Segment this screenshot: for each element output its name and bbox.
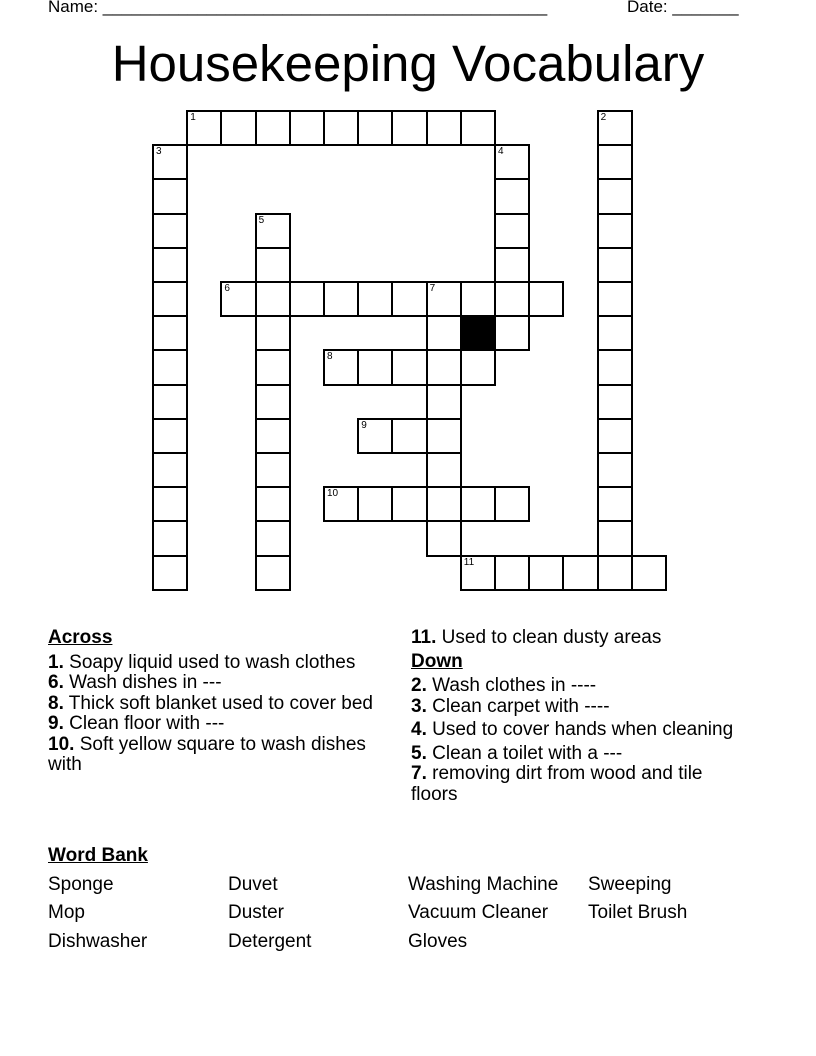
crossword-cell[interactable] — [597, 281, 633, 317]
clue-number: 3. — [411, 695, 427, 717]
crossword-cell[interactable] — [391, 110, 427, 146]
crossword-cell[interactable] — [597, 213, 633, 249]
crossword-cell[interactable] — [152, 384, 188, 420]
crossword-cell[interactable] — [255, 384, 291, 420]
crossword-cell[interactable] — [562, 555, 598, 591]
crossword-cell[interactable] — [323, 486, 359, 522]
clue-down-2 — [411, 676, 751, 697]
down-heading: Down — [411, 650, 463, 672]
crossword-cell[interactable] — [426, 520, 462, 556]
word-bank-item: Gloves — [408, 931, 468, 952]
clue-down-3 — [411, 697, 751, 718]
crossword-cell[interactable] — [357, 418, 393, 454]
crossword-cell[interactable] — [426, 418, 462, 454]
crossword-cell[interactable] — [494, 486, 530, 522]
clue-across-9 — [48, 714, 378, 735]
crossword-cell[interactable] — [255, 520, 291, 556]
crossword-cell[interactable] — [631, 555, 667, 591]
clue-number: 7. — [411, 763, 427, 784]
clue-text: Used to cover hands when cleaning — [432, 719, 734, 740]
crossword-cell[interactable] — [152, 144, 188, 180]
crossword-cell[interactable] — [323, 281, 359, 317]
clues-across-column — [48, 628, 378, 776]
crossword-cell[interactable] — [152, 555, 188, 591]
crossword-cell[interactable] — [152, 452, 188, 488]
black-cell — [460, 315, 496, 351]
crossword-cell[interactable] — [597, 315, 633, 351]
clues-down-column — [411, 628, 751, 805]
clue-text: Wash clothes in ---- — [432, 675, 597, 696]
date-field[interactable]: Date: _______ — [627, 0, 739, 16]
crossword-cell[interactable] — [597, 247, 633, 283]
clue-down-4 — [411, 720, 751, 741]
crossword-cell[interactable] — [255, 281, 291, 317]
crossword-cell[interactable] — [255, 555, 291, 591]
clue-across-8 — [48, 694, 378, 715]
crossword-cell[interactable] — [357, 349, 393, 385]
crossword-cell[interactable] — [152, 281, 188, 317]
crossword-cell[interactable] — [186, 110, 222, 146]
crossword-cell[interactable] — [597, 555, 633, 591]
clue-text: Clean floor with --- — [69, 713, 225, 734]
cell-number: 8 — [327, 351, 333, 363]
crossword-cell[interactable] — [597, 418, 633, 454]
word-bank-item: Sweeping — [588, 874, 672, 895]
crossword-cell[interactable] — [460, 281, 496, 317]
crossword-cell[interactable] — [357, 486, 393, 522]
word-bank-item: Duster — [228, 902, 284, 923]
word-bank-item: Sponge — [48, 874, 114, 895]
crossword-cell[interactable] — [152, 315, 188, 351]
cell-number: 4 — [498, 146, 504, 158]
clue-text: Thick soft blanket used to cover bed — [68, 692, 373, 714]
crossword-cell[interactable] — [597, 144, 633, 180]
clue-number: 2. — [411, 675, 427, 696]
word-bank-heading: Word Bank — [48, 845, 148, 866]
crossword-cell[interactable] — [255, 110, 291, 146]
clue-down-7 — [411, 764, 751, 805]
clue-number: 6. — [48, 672, 64, 693]
crossword-cell[interactable] — [255, 213, 291, 249]
clue-text: Wash dishes in --- — [69, 672, 222, 693]
crossword-cell[interactable] — [597, 486, 633, 522]
cell-number: 7 — [429, 283, 436, 294]
cell-number: 6 — [224, 283, 230, 294]
crossword-cell[interactable] — [597, 384, 633, 420]
crossword-cell[interactable] — [494, 315, 530, 351]
clue-number: 9. — [48, 713, 64, 734]
crossword-cell[interactable] — [152, 486, 188, 522]
page-title: Housekeeping Vocabulary — [111, 35, 705, 92]
name-field[interactable]: Name: _______________________________________________ — [48, 0, 548, 16]
crossword-cell[interactable] — [289, 281, 325, 317]
clue-text: removing dirt from wood and tile floors — [411, 763, 703, 805]
crossword-cell[interactable] — [220, 110, 256, 146]
crossword-cell[interactable] — [152, 418, 188, 454]
word-bank-item: Toilet Brush — [588, 902, 688, 923]
crossword-cell[interactable] — [152, 349, 188, 385]
cell-number: 5 — [258, 214, 265, 226]
crossword-cell[interactable] — [494, 213, 530, 249]
clue-number: 8. — [48, 692, 64, 714]
clue-text: Clean carpet with ---- — [432, 695, 610, 717]
crossword-cell[interactable] — [494, 555, 530, 591]
clue-across-6 — [48, 673, 378, 694]
clue-text: Soft yellow square to wash dishes with — [48, 733, 366, 775]
crossword-cell[interactable] — [357, 281, 393, 317]
crossword-cell[interactable] — [323, 110, 359, 146]
word-bank-item: Duvet — [228, 874, 278, 895]
crossword-cell[interactable] — [426, 315, 462, 351]
crossword-cell[interactable] — [460, 486, 496, 522]
crossword-cell[interactable] — [528, 281, 564, 317]
crossword-cell[interactable] — [152, 520, 188, 556]
word-bank-item: Detergent — [228, 931, 312, 952]
cell-number: 11 — [463, 556, 475, 568]
crossword-cell[interactable] — [460, 555, 496, 591]
clue-text: Clean a toilet with a --- — [432, 742, 623, 764]
crossword-cell[interactable] — [460, 110, 496, 146]
crossword-cell[interactable] — [255, 349, 291, 385]
crossword-cell[interactable] — [391, 349, 427, 385]
crossword-cell[interactable] — [255, 486, 291, 522]
crossword-cell[interactable] — [255, 247, 291, 283]
clue-down-5 — [411, 744, 751, 765]
crossword-cell[interactable] — [597, 452, 633, 488]
crossword-cell[interactable] — [597, 520, 633, 556]
crossword-cell[interactable] — [289, 110, 325, 146]
crossword-cell[interactable] — [528, 555, 564, 591]
clue-number: 5. — [411, 742, 427, 764]
word-bank-item: Washing Machine — [408, 874, 559, 895]
clue-across-11 — [411, 628, 751, 649]
clue-number: 11. — [411, 627, 437, 648]
clue-number: 1. — [48, 651, 64, 673]
crossword-cell[interactable] — [220, 281, 256, 317]
cell-number: 10 — [327, 488, 339, 500]
crossword-cell[interactable] — [494, 281, 530, 317]
crossword-cell[interactable] — [460, 349, 496, 385]
cell-number: 3 — [156, 146, 162, 158]
crossword-cell[interactable] — [597, 178, 633, 214]
crossword-cell[interactable] — [494, 247, 530, 283]
crossword-cell[interactable] — [426, 384, 462, 420]
clue-across-1 — [48, 653, 378, 674]
cell-number: 1 — [190, 112, 196, 123]
crossword-cell[interactable] — [426, 281, 462, 317]
crossword-cell[interactable] — [357, 110, 393, 146]
crossword-cell[interactable] — [152, 178, 188, 214]
crossword-cell[interactable] — [255, 452, 291, 488]
crossword-cell[interactable] — [426, 110, 462, 146]
crossword-cell[interactable] — [426, 349, 462, 385]
word-bank-item: Vacuum Cleaner — [408, 902, 549, 923]
crossword-cell[interactable] — [494, 178, 530, 214]
crossword-cell[interactable] — [255, 315, 291, 351]
crossword-cell[interactable] — [426, 452, 462, 488]
crossword-cell[interactable] — [391, 281, 427, 317]
crossword-cell[interactable] — [152, 247, 188, 283]
crossword-cell[interactable] — [494, 144, 530, 180]
crossword-cell[interactable] — [426, 486, 462, 522]
word-bank-item: Mop — [48, 902, 85, 923]
crossword-cell[interactable] — [323, 349, 359, 385]
clue-number: 10. — [48, 733, 75, 755]
crossword-cell[interactable] — [597, 110, 633, 146]
crossword-cell[interactable] — [391, 418, 427, 454]
clue-text: Used to clean dusty areas — [441, 627, 662, 648]
crossword-cell[interactable] — [597, 349, 633, 385]
crossword-cell[interactable] — [152, 213, 188, 249]
clue-number: 4. — [411, 719, 427, 740]
across-heading: Across — [48, 627, 113, 648]
clue-across-10 — [48, 735, 378, 776]
word-bank-item: Dishwasher — [48, 931, 148, 952]
cell-number: 2 — [600, 112, 607, 123]
crossword-cell[interactable] — [255, 418, 291, 454]
clue-text: Soapy liquid used to wash clothes — [69, 651, 356, 673]
cell-number: 9 — [361, 419, 367, 431]
crossword-cell[interactable] — [391, 486, 427, 522]
